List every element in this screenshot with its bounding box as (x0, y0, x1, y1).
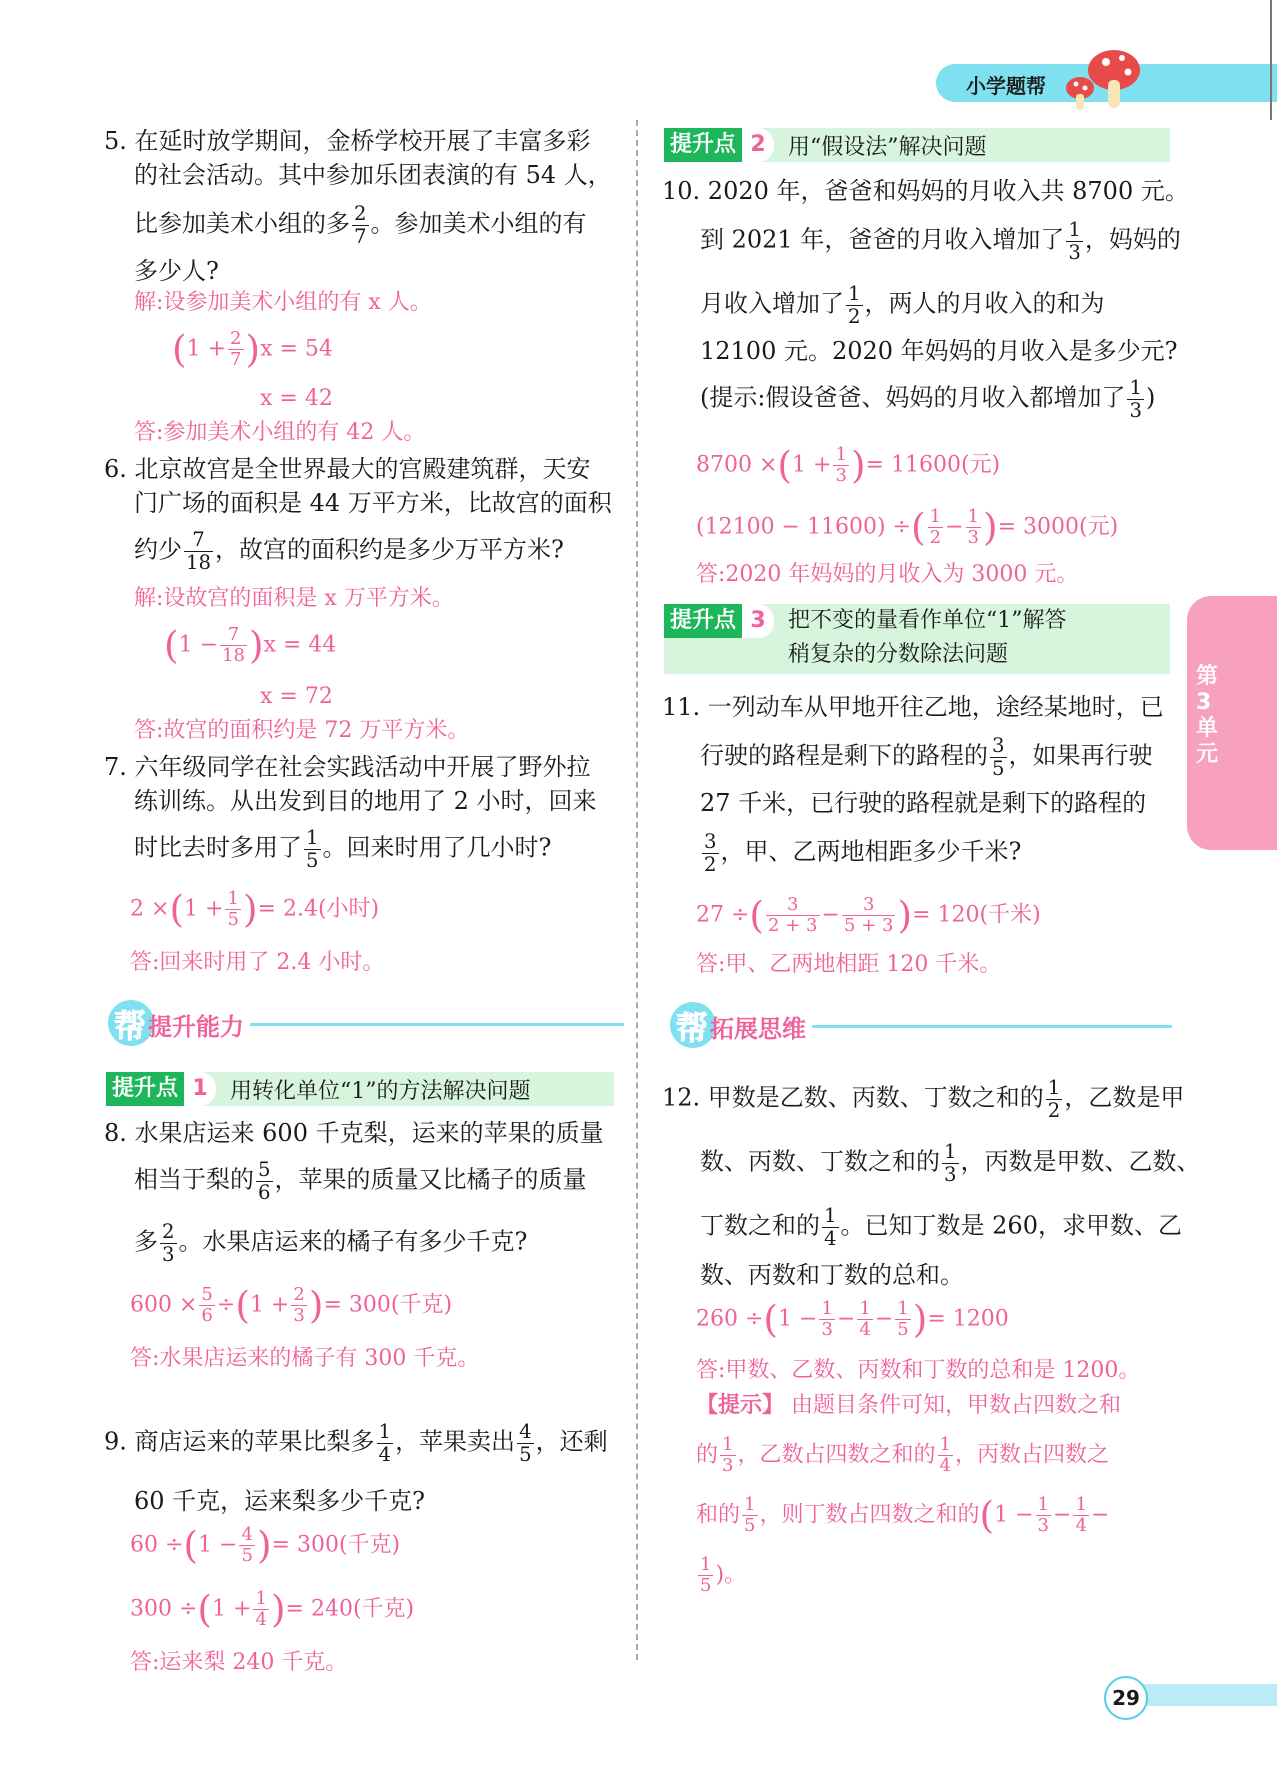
unit-side-tab-label: 第3单元 (1196, 664, 1219, 767)
fraction: $\frac{1}{3}$ (1068, 218, 1081, 264)
q12-line2: 数、丙数、丁数之和的 $\frac{1}{3}$ ，丙数是甲数、乙数、 (700, 1140, 1201, 1186)
fraction: $\frac{4}{5}$ (519, 1420, 532, 1466)
q6-answer-1: 解:设故宫的面积是 x 万平方米。 (134, 586, 454, 611)
fraction: $\frac{1}{4}$ (824, 1204, 837, 1250)
footer-band (1138, 1684, 1277, 1706)
fraction: $\frac{1}{2}$ (1047, 1076, 1061, 1122)
q7-answer-1: 2 ×(1 + $\frac{1}{5}$ )= 2.4(小时) (130, 886, 380, 931)
q8-answer-2: 答:水果店运来的橘子有 300 千克。 (130, 1346, 480, 1371)
q11-line1: 11. 一列动车从甲地开往乙地，途经某地时，已 (662, 693, 1164, 721)
point-tag-2: 提升点 2 用“假设法”解决问题 (664, 128, 1170, 162)
q12-line1: 12. 甲数是乙数、丙数、丁数之和的 $\frac{1}{2}$ ，乙数是甲 (662, 1076, 1185, 1122)
q5-line1: 5. 在延时放学期间，金桥学校开展了丰富多彩 (104, 127, 591, 155)
fraction: $\frac{5}{6}$ (258, 1158, 271, 1204)
mushroom-icon (1062, 44, 1146, 114)
q6-line2: 门广场的面积是 44 万平方米，比故宫的面积 (134, 489, 612, 517)
q10-line2: 到 2021 年，爸爸的月收入增加了 $\frac{1}{3}$ ，妈妈的 (700, 218, 1181, 264)
q7-line3: 时比去时多用了 $\frac{1}{5}$ 。回来时用了几小时? (134, 826, 552, 872)
fraction: $\frac{7}{18}$ (186, 528, 212, 574)
column-divider (636, 120, 638, 1660)
q9-answer-1: 60 ÷(1 − $\frac{4}{5}$ )= 300(千克) (130, 1522, 401, 1567)
q9-line1: 9. 商店运来的苹果比梨多 $\frac{1}{4}$ ，苹果卖出 $\frac{4}{5}$ ，还剩 (104, 1420, 608, 1466)
q5-answer-4: 答:参加美术小组的有 42 人。 (134, 420, 426, 445)
q12-hint-2: 的 $\frac{1}{3}$ ，乙数占四数之和的 $\frac{1}{4}$ ，丙数占四数之 (696, 1434, 1110, 1477)
q9-answer-2: 300 ÷(1 + $\frac{1}{4}$ )= 240(千克) (130, 1586, 415, 1631)
q5-answer-3: x = 42 (260, 386, 333, 411)
q5-answer-1: 解:设参加美术小组的有 x 人。 (134, 290, 432, 315)
q8-line3: 多 $\frac{2}{3}$ 。水果店运来的橘子有多少千克? (134, 1220, 528, 1266)
fraction: $\frac{1}{3}$ (944, 1140, 957, 1186)
q10-answer-1: 8700 ×(1 + $\frac{1}{3}$ )= 11600(元) (696, 442, 1001, 487)
fraction: $\frac{1}{4}$ (378, 1420, 392, 1466)
q6-line1: 6. 北京故宫是全世界最大的宫殿建筑群，天安 (104, 455, 591, 483)
fraction: $\frac{2}{7}$ (354, 202, 367, 248)
q10-answer-3: 答:2020 年妈妈的月收入为 3000 元。 (696, 562, 1079, 587)
fraction: $\frac{1}{3}$ (1129, 376, 1142, 422)
point-tag-3: 提升点 3 把不变的量看作单位“1”解答 稍复杂的分数除法问题 (664, 604, 1170, 674)
q11-line4: $\frac{3}{2}$ ，甲、乙两地相距多少千米? (704, 830, 1022, 876)
q10-line1: 10. 2020 年，爸爸和妈妈的月收入共 8700 元。 (662, 177, 1189, 205)
q10-line4: 12100 元。2020 年妈妈的月收入是多少元? (700, 337, 1178, 365)
q12-answer-1: 260 ÷(1 − $\frac{1}{3}$ − $\frac{1}{4}$ − $\frac{1}{5}$ )= 1200 (696, 1296, 1009, 1341)
q8-answer-1: 600 × $\frac{5}{6}$ ÷(1 + $\frac{2}{3}$ )= 300(千克) (130, 1282, 453, 1327)
page-number: 29 (1104, 1676, 1148, 1720)
q7-answer-2: 答:回来时用了 2.4 小时。 (130, 950, 385, 975)
q11-line2: 行驶的路程是剩下的路程的 $\frac{3}{5}$ ，如果再行驶 (700, 734, 1153, 780)
q5-line2: 的社会活动。其中参加乐团表演的有 54 人， (134, 161, 612, 189)
q8-line1: 8. 水果店运来 600 千克梨，运来的苹果的质量 (104, 1119, 604, 1147)
q6-line3: 约少 $\frac{7}{18}$ ，故宫的面积约是多少万平方米? (134, 528, 564, 574)
q9-answer-3: 答:运来梨 240 千克。 (130, 1650, 348, 1675)
q8-line2: 相当于梨的 $\frac{5}{6}$ ，苹果的质量又比橘子的质量 (134, 1158, 587, 1204)
header-brand: 小学题帮 (966, 74, 1046, 98)
section-header-thinking: 帮 拓展思维 (676, 1000, 1172, 1052)
q12-hint-4: $\frac{1}{5}$ )。 (700, 1554, 747, 1597)
fraction: $\frac{2}{3}$ (162, 1220, 175, 1266)
q11-answer-1: 27 ÷( $\frac{3}{2 + 3}$ − $\frac{3}{5 + 3}$ )= 120(千米) (696, 892, 1041, 937)
q12-hint-3: 和的 $\frac{1}{5}$ ，则丁数占四数之和的(1 − $\frac{1}{3}$ − $\frac{1}{4}$ − (696, 1492, 1110, 1537)
q10-answer-2: (12100 − 11600) ÷( $\frac{1}{2}$ − $\frac{1}{3}$ )= 3000(元) (696, 504, 1119, 549)
q12-line4: 数、丙数和丁数的总和。 (700, 1261, 964, 1289)
q12-answer-2: 答:甲数、乙数、丙数和丁数的总和是 1200。 (696, 1358, 1141, 1383)
q6-answer-3: x = 72 (260, 684, 333, 709)
q12-hint-1: 【提示】 由题目条件可知，甲数占四数之和 (696, 1392, 1122, 1418)
fraction: $\frac{1}{5}$ (306, 826, 319, 872)
section-header-ability: 帮 提升能力 (114, 998, 624, 1050)
right-edge-line (1270, 0, 1272, 120)
q5-line3: 比参加美术小组的多 $\frac{2}{7}$ 。参加美术小组的有 (134, 202, 587, 248)
q12-line3: 丁数之和的 $\frac{1}{4}$ 。已知丁数是 260，求甲数、乙 (700, 1204, 1182, 1250)
q5-answer-2: (1 + $\frac{2}{7}$ )x = 54 (172, 326, 333, 371)
q11-answer-2: 答:甲、乙两地相距 120 千米。 (696, 952, 1002, 977)
q7-line2: 练训练。从出发到目的地用了 2 小时，回来 (134, 787, 597, 815)
q6-answer-4: 答:故宫的面积约是 72 万平方米。 (134, 718, 470, 743)
q6-answer-2: (1 − $\frac{7}{18}$ )x = 44 (164, 622, 337, 667)
q7-line1: 7. 六年级同学在社会实践活动中开展了野外拉 (104, 753, 591, 781)
fraction: $\frac{3}{2}$ (704, 830, 717, 876)
q9-line2: 60 千克，运来梨多少千克? (134, 1487, 426, 1515)
q5-line4: 多少人? (134, 257, 219, 285)
q10-line3: 月收入增加了 $\frac{1}{2}$ ，两人的月收入的和为 (700, 282, 1105, 328)
q11-line3: 27 千米，已行驶的路程就是剩下的路程的 (700, 789, 1147, 817)
fraction: $\frac{1}{2}$ (848, 282, 861, 328)
q10-line5-hint: (提示:假设爸爸、妈妈的月收入都增加了 $\frac{1}{3}$ ) (700, 376, 1156, 422)
fraction: $\frac{3}{5}$ (992, 734, 1005, 780)
point-tag-1: 提升点 1 用转化单位“1”的方法解决问题 (106, 1072, 614, 1106)
